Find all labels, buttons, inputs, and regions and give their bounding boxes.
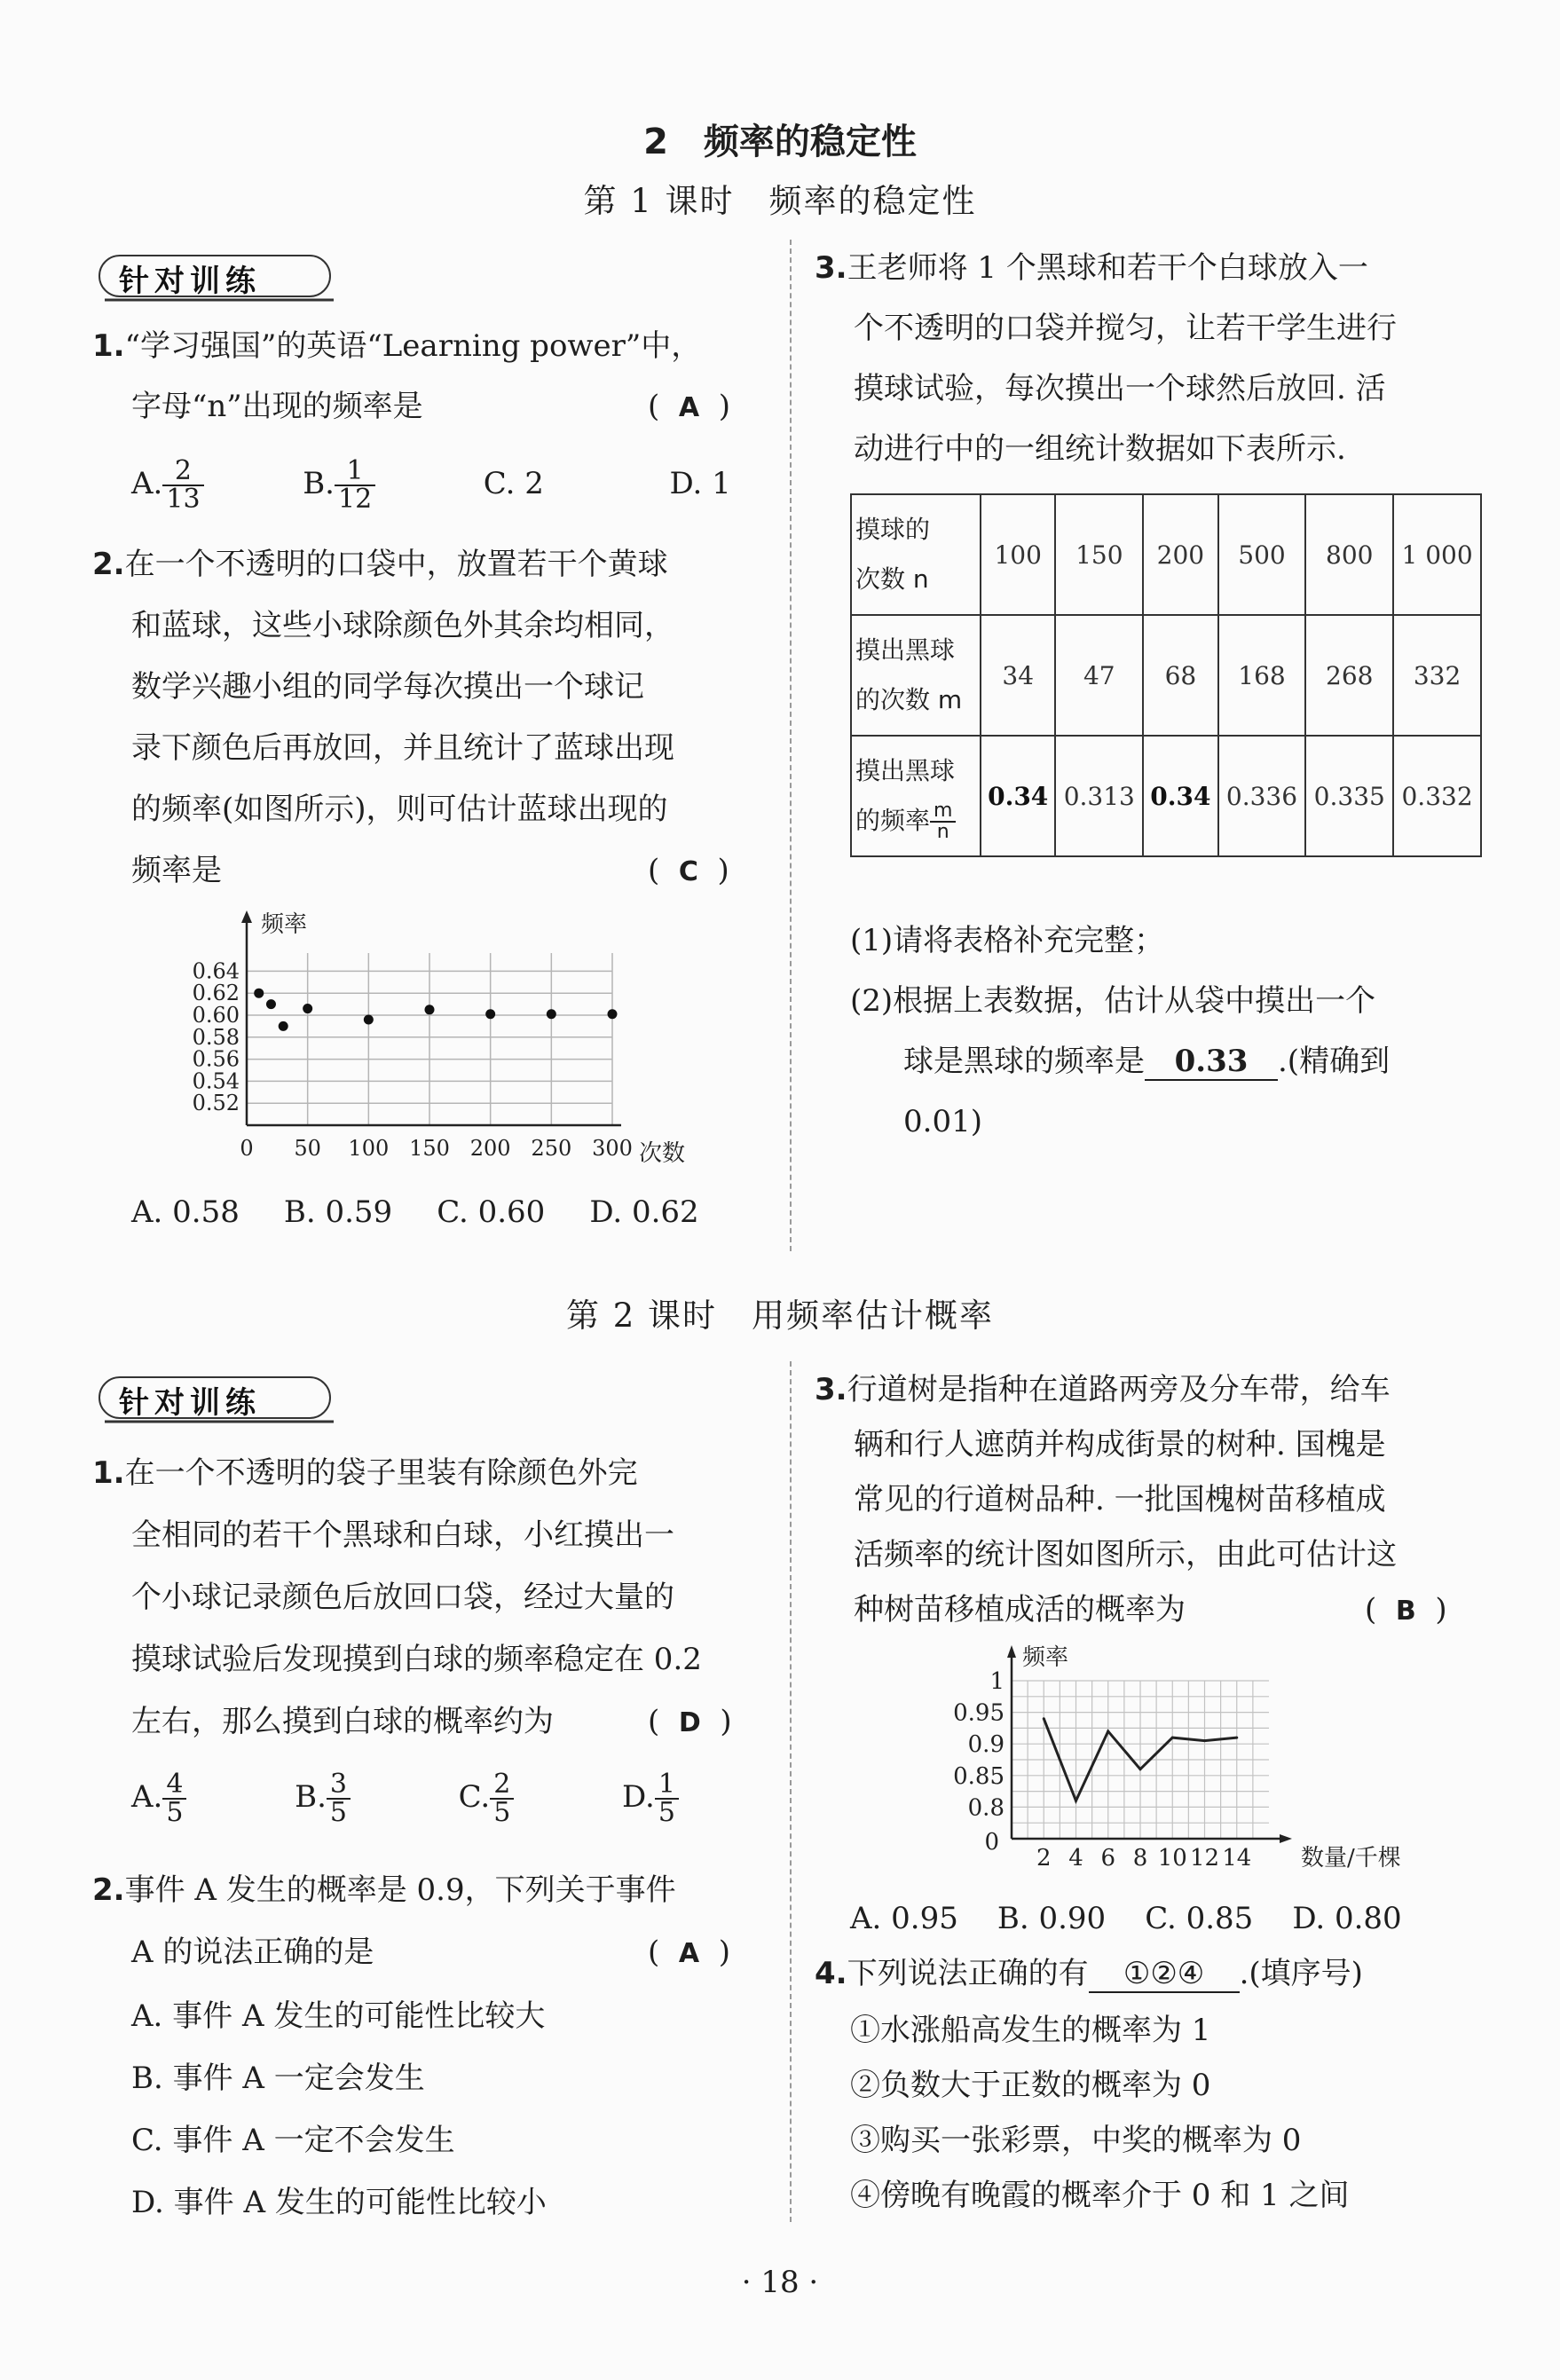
frequency-scatter-chart [177, 907, 728, 1189]
option-c[interactable]: C. 2 [483, 466, 544, 501]
data-point [1139, 1768, 1142, 1770]
question-text: “学习强国”的英语“Learning power”中， [124, 328, 702, 364]
option-b[interactable]: B. 事件 A 一定会发生 [131, 2061, 425, 2096]
y-tick-label: 0.62 [192, 981, 240, 1006]
l1-q3-sub2-line1: (2)根据上表数据，估计从袋中摸出一个 [850, 983, 1376, 1019]
question-number: 2. [92, 547, 125, 582]
y-tick-label: 0.95 [953, 1699, 1005, 1727]
option-b[interactable]: B. 0.59 [283, 1194, 393, 1230]
l1-q1-line2: 字母“n”出现的频率是 [131, 389, 423, 424]
table-cell: 34 [981, 615, 1055, 736]
question-number: 3. [815, 250, 847, 286]
chapter-title: 2 频率的稳定性 [643, 122, 917, 162]
l2-q2-line1: 2.事件 A 发生的概率是 0.9，下列关于事件 [92, 1872, 676, 1908]
data-point [279, 1021, 288, 1031]
l2-q2-line2: A 的说法正确的是 [131, 1935, 374, 1970]
answer: C [678, 856, 698, 887]
question-number: 1. [92, 328, 125, 364]
l1-q2-answer-slot: ( C ) [648, 853, 729, 888]
x-tick-label: 250 [531, 1136, 572, 1161]
question-number: 3. [815, 1372, 847, 1407]
x-tick-label: 6 [1100, 1845, 1116, 1872]
x-tick-label: 0 [240, 1136, 254, 1161]
l2-q4-items [850, 2013, 1350, 2233]
data-point [1203, 1739, 1206, 1742]
l1-q1-answer-slot: ( A ) [648, 389, 730, 424]
row-header: 摸球的 次数 n [851, 494, 981, 615]
y-tick-label: 0.64 [192, 958, 240, 984]
row-header: 摸出黑球 的次数 m [851, 615, 981, 736]
table-cell-filled: 0.34 [981, 736, 1055, 856]
y-tick-label: 1 [989, 1668, 1005, 1695]
table-cell: 47 [1055, 615, 1143, 736]
option-a[interactable]: A. 0.58 [131, 1194, 240, 1230]
table-cell-filled: 0.34 [1143, 736, 1217, 856]
x-tick-label: 4 [1068, 1845, 1083, 1872]
y-tick-label: 0.58 [192, 1024, 240, 1050]
answer: A [678, 392, 700, 423]
data-point [1075, 1800, 1077, 1802]
l2-q2-options [131, 1998, 547, 2247]
l1-q3-sub1: (1)请将表格补充完整； [850, 923, 1165, 958]
data-point [1107, 1730, 1109, 1732]
x-tick-label: 200 [469, 1136, 511, 1161]
lesson2-title: 第 2 课时 用频率估计概率 [565, 1296, 995, 1335]
y-tick-label: 0.85 [953, 1762, 1005, 1790]
option-d[interactable]: D. 1 [669, 466, 731, 501]
l1-q1-options [131, 453, 731, 515]
x-axis-arrow-icon [1280, 1834, 1292, 1843]
x-tick-label: 14 [1222, 1845, 1252, 1872]
table-cell: 68 [1143, 615, 1217, 736]
x-tick-label: 12 [1189, 1845, 1220, 1872]
answer-blank: 0.33 [1145, 1044, 1278, 1081]
x-axis-label: 数量/千棵 [1301, 1845, 1401, 1872]
option-a[interactable]: A. 事件 A 发生的可能性比较大 [131, 1998, 546, 2034]
table-cell: 150 [1055, 494, 1143, 615]
y-axis-label: 频率 [1022, 1644, 1069, 1671]
l2-q1-stem: 1.在一个不透明的袋子里装有除颜色外完 全相同的若干个黑球和白球，小红摸出一 个小球记录颜色后放回口袋，经过大量的 摸球试验后发现摸到白球的频率稳定在 0.2 左右，那么摸到白球的概率约为 [92, 1455, 702, 1739]
option-d[interactable]: D. $\frac{1}{5}$ [622, 1779, 679, 1815]
l2-q3-stem: 3.行道树是指种在道路两旁及分车带，给车 辆和行人遮荫并构成街景的树种. 国槐是 常见的行道树品种. 一批国槐树苗移植成 活频率的统计图如图所示，由此可估计这 种树苗移植成活的概率为 [815, 1372, 1397, 1627]
l1-q1-line1 [92, 328, 701, 364]
data-point [303, 1004, 312, 1013]
question-number: 1. [92, 1455, 125, 1491]
l2-q1-answer-slot: ( D ) [648, 1704, 732, 1739]
table-row [851, 615, 1481, 736]
l2-q2-answer-slot: ( A ) [648, 1935, 730, 1970]
option-c[interactable]: C. 0.85 [1145, 1901, 1254, 1936]
x-tick-label: 10 [1157, 1845, 1187, 1872]
option-d[interactable]: D. 事件 A 发生的可能性比较小 [131, 2185, 547, 2220]
list-item: ①水涨船高发生的概率为 1 [850, 2013, 1211, 2048]
x-tick-label: 2 [1036, 1845, 1052, 1872]
data-point [608, 1009, 618, 1019]
table-cell: 500 [1218, 494, 1306, 615]
data-point [364, 1014, 374, 1024]
l2-q3-answer-slot: ( B ) [1365, 1592, 1447, 1627]
banner-label: 针对训练 [119, 1385, 261, 1421]
l1-q3-stem: 3.王老师将 1 个黑球和若干个白球放入一 个不透明的口袋并搅匀，让若干学生进行 摸球试验，每次摸出一个球然后放回. 活 动进行中的一组统计数据如下表所示. [815, 250, 1397, 467]
option-b[interactable]: B. $\frac{1}{12}$ [303, 466, 375, 501]
y-tick-label: 0.54 [192, 1068, 240, 1094]
option-c[interactable]: C. 0.60 [437, 1194, 546, 1230]
y-axis-label: 频率 [261, 911, 308, 938]
option-b[interactable]: B. $\frac{3}{5}$ [295, 1779, 351, 1815]
option-c[interactable]: C. 事件 A 一定不会发生 [131, 2123, 455, 2158]
option-b[interactable]: B. 0.90 [997, 1901, 1107, 1936]
y-tick-label: 0.8 [967, 1794, 1005, 1822]
table-cell: 0.313 [1055, 736, 1143, 856]
l2-q1-options [131, 1766, 679, 1828]
table-cell: 200 [1143, 494, 1217, 615]
y-tick-label: 0.52 [192, 1091, 240, 1116]
y-tick-label: 0.56 [192, 1046, 240, 1072]
option-a[interactable]: A. $\frac{4}{5}$ [131, 1779, 186, 1815]
answer: D [678, 1707, 701, 1738]
lesson2-banner [96, 1372, 335, 1427]
data-point [425, 1005, 435, 1014]
statistics-table [850, 493, 1482, 857]
table-row [851, 736, 1481, 856]
table-cell: 332 [1393, 615, 1481, 736]
x-tick-label: 300 [592, 1136, 633, 1161]
data-point [266, 999, 276, 1009]
option-d[interactable]: D. 0.80 [1292, 1901, 1402, 1936]
l1-q3-sub2-line3: 0.01) [903, 1104, 982, 1139]
y-tick-label: 0.9 [967, 1731, 1005, 1759]
data-point [254, 989, 264, 998]
answer-blank: ①②④ [1089, 1956, 1240, 1993]
option-c[interactable]: C. $\frac{2}{5}$ [459, 1779, 515, 1815]
table-cell: 0.335 [1305, 736, 1393, 856]
table-cell: 800 [1305, 494, 1393, 615]
list-item: ③购买一张彩票，中奖的概率为 0 [850, 2123, 1302, 2158]
column-divider [790, 1361, 792, 2222]
banner-label: 针对训练 [119, 264, 261, 299]
x-axis-label: 次数 [639, 1140, 686, 1167]
data-point [547, 1009, 556, 1019]
data-point [1171, 1737, 1174, 1739]
y-axis-arrow-icon [241, 910, 252, 923]
data-point [1235, 1737, 1238, 1739]
answer: B [1395, 1596, 1416, 1627]
y-axis-arrow-icon [1007, 1645, 1016, 1658]
l1-q3-sub2-line2: 球是黑球的频率是 0.33 .(精确到 [903, 1044, 1391, 1079]
table-cell: 268 [1305, 615, 1393, 736]
table-cell: 0.336 [1218, 736, 1306, 856]
data-point [485, 1009, 495, 1019]
list-item: ②负数大于正数的概率为 0 [850, 2068, 1211, 2103]
question-number: 2. [92, 1872, 125, 1908]
origin-label: 0 [984, 1829, 999, 1856]
row-header: 摸出黑球 的频率 $\frac{m}{n}$ [851, 736, 981, 856]
lesson1-title: 第 1 课时 频率的稳定性 [583, 182, 977, 220]
data-point [1043, 1717, 1045, 1720]
lesson1-banner [96, 250, 335, 305]
l2-q3-options [850, 1901, 1402, 1936]
x-tick-label: 8 [1132, 1845, 1148, 1872]
l2-q4-stem: 4.下列说法正确的有 ①②④ .(填序号) [815, 1956, 1363, 1991]
question-number: 4. [815, 1956, 847, 1991]
table-cell: 100 [981, 494, 1055, 615]
table-cell: 168 [1218, 615, 1306, 736]
x-tick-label: 50 [294, 1136, 321, 1161]
option-a[interactable]: A. $\frac{2}{13}$ [131, 466, 204, 501]
survival-rate-line-chart [923, 1643, 1420, 1888]
answer: A [678, 1938, 700, 1969]
y-tick-label: 0.60 [192, 1003, 240, 1028]
table-cell: 0.332 [1393, 736, 1481, 856]
list-item: ④傍晚有晚霞的概率介于 0 和 1 之间 [850, 2178, 1350, 2213]
table-cell: 1 000 [1393, 494, 1481, 615]
page-number: · 18 · [741, 2265, 819, 2300]
column-divider [790, 240, 792, 1251]
table-row [851, 494, 1481, 615]
x-tick-label: 100 [348, 1136, 390, 1161]
l1-q2-stem: 2.在一个不透明的口袋中，放置若干个黄球 和蓝球，这些小球除颜色外其余均相同， 数学兴趣小组的同学每次摸出一个球记 录下颜色后再放回，并且统计了蓝球出现 的频率(如图所示)，则可估计蓝球出现的 频率是 [92, 547, 674, 888]
option-a[interactable]: A. 0.95 [850, 1901, 958, 1936]
x-tick-label: 150 [409, 1136, 450, 1161]
l1-q2-options [131, 1194, 699, 1230]
option-d[interactable]: D. 0.62 [589, 1194, 699, 1230]
